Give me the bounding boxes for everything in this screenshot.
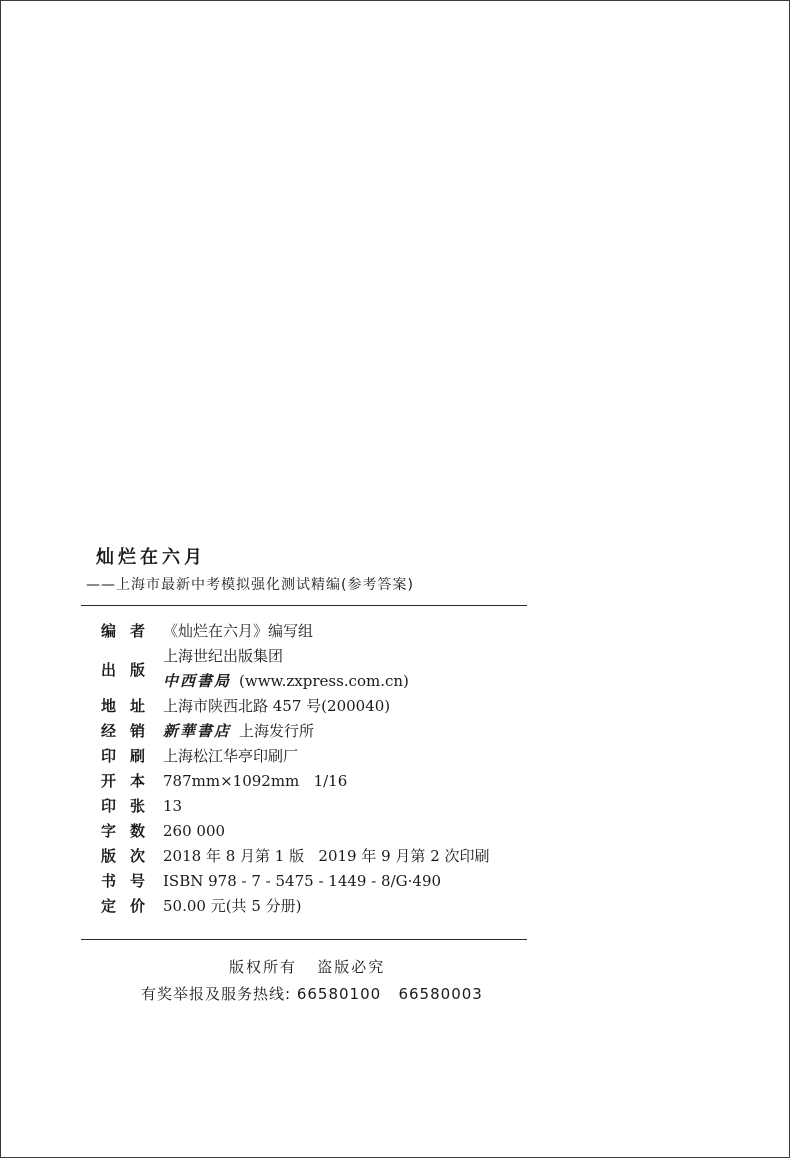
publisher-label: 出版 [101, 660, 160, 679]
edition-label: 版次 [101, 847, 160, 865]
editor-row [101, 619, 541, 644]
distributor-brand-logo: 新華書店 [163, 722, 232, 740]
printer-label: 印刷 [101, 747, 160, 765]
address-row [101, 694, 541, 719]
address-label: 地址 [101, 697, 160, 715]
publisher-website: (www.zxpress.com.cn) [239, 672, 409, 690]
edition-row [101, 844, 541, 869]
distributor-value: 上海发行所 [239, 722, 315, 740]
book-subtitle: ——上海市最新中考模拟强化测试精编(参考答案) [86, 577, 414, 593]
isbn-row [101, 869, 541, 894]
copyright-notice: 版权所有 盗版必究 [229, 958, 386, 976]
sheets-row [101, 794, 541, 819]
word-count-value: 260 000 [163, 822, 226, 840]
printer-value: 上海松江华亭印刷厂 [163, 747, 299, 765]
publisher-brand-logo: 中西書局 [163, 672, 232, 690]
price-label: 定价 [101, 897, 160, 915]
format-label: 开本 [101, 772, 160, 790]
isbn-value: ISBN 978 - 7 - 5475 - 1449 - 8/G·490 [163, 872, 442, 890]
distributor-row [101, 719, 541, 744]
format-value: 787mm×1092mm 1/16 [163, 772, 348, 790]
price-row [101, 894, 541, 919]
publisher-row [101, 644, 541, 694]
word-count-row [101, 819, 541, 844]
editor-value: 《灿烂在六月》编写组 [163, 622, 314, 640]
format-row [101, 769, 541, 794]
address-value: 上海市陕西北路 457 号(200040) [163, 697, 391, 715]
hotline-notice: 有奖举报及服务热线: 66580100 66580003 [141, 985, 483, 1003]
bottom-divider [81, 939, 527, 940]
price-value: 50.00 元(共 5 分册) [163, 897, 302, 915]
editor-label: 编者 [101, 622, 160, 640]
edition-value: 2018 年 8 月第 1 版 2019 年 9 月第 2 次印刷 [163, 847, 490, 865]
printer-row [101, 744, 541, 769]
sheets-label: 印张 [101, 797, 160, 815]
word-count-label: 字数 [101, 822, 160, 840]
book-title: 灿烂在六月 [96, 547, 206, 568]
top-divider [81, 605, 527, 606]
isbn-label: 书号 [101, 872, 160, 890]
distributor-label: 经销 [101, 722, 160, 740]
sheets-value: 13 [163, 797, 183, 815]
publisher-group: 上海世纪出版集团 [163, 647, 284, 665]
publication-details [101, 619, 541, 919]
